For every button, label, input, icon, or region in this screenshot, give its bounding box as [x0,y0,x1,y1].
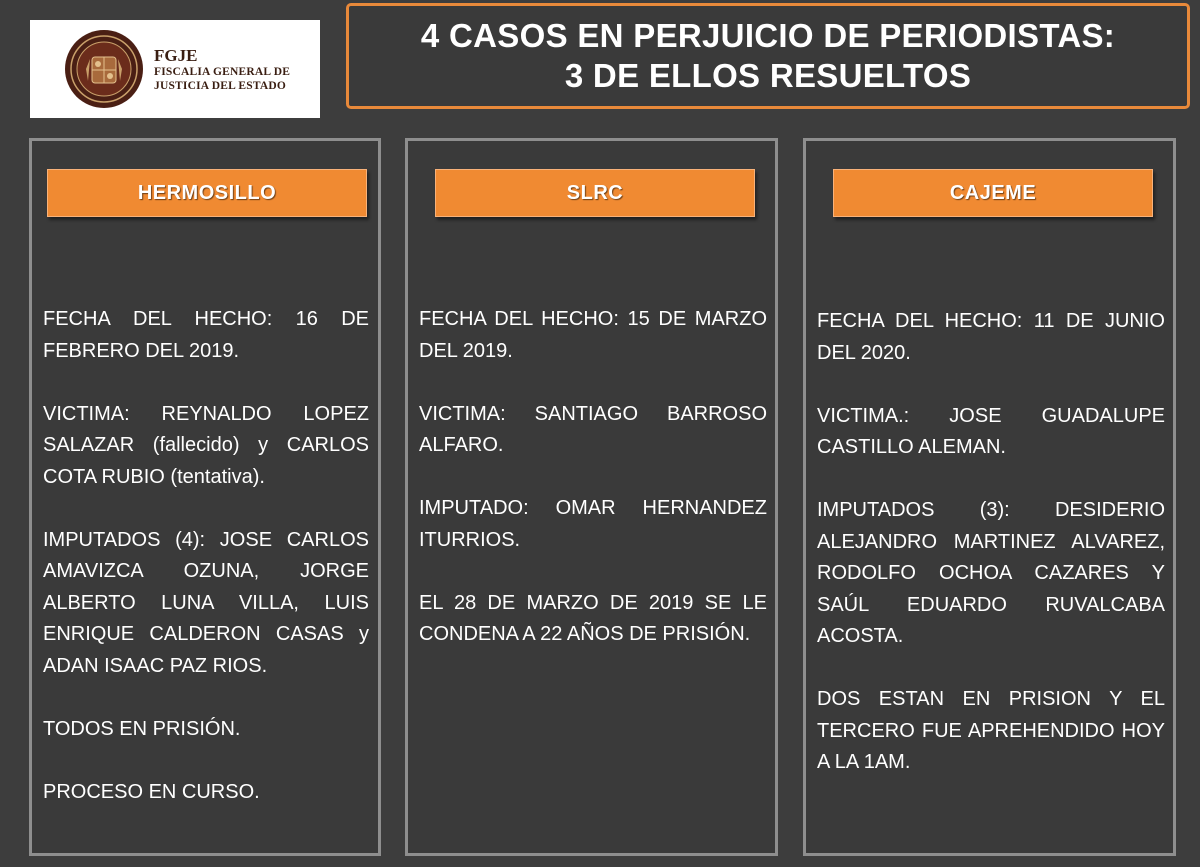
logo-acronym: FGJE [154,45,198,65]
case-sentence: EL 28 DE MARZO DE 2019 SE LE CONDENA A 22 AÑOS DE PRISIÓN. [419,591,767,645]
logo-line-1: FISCALIA GENERAL DE [154,65,291,78]
title-line-1: 4 CASOS EN PERJUICIO DE PERIODISTAS: [420,17,1116,54]
state-seal-icon [64,29,144,109]
case-panel-cajeme [803,138,1176,856]
case-accused: IMPUTADOS (4): JOSE CARLOS AMAVIZCA OZUNA, JORGE ALBERTO LUNA VILLA, LUIS ENRIQUE CALDERON CASAS y ADAN ISAAC PAZ RIOS. [43,528,369,677]
city-header: SLRC [435,169,755,217]
case-details [419,304,767,682]
case-victim: VICTIMA.: JOSE GUADALUPE CASTILLO ALEMAN. [817,404,1165,458]
case-date: FECHA DEL HECHO: 16 DE FEBRERO DEL 2019. [43,308,369,362]
case-details [817,306,1165,810]
case-date: FECHA DEL HECHO: 11 DE JUNIO DEL 2020. [817,310,1165,364]
title-line-2: 3 DE ELLOS RESUELTOS [564,57,972,94]
case-accused: IMPUTADO: OMAR HERNANDEZ ITURRIOS. [419,497,767,551]
fgje-logo [30,20,320,118]
case-process: PROCESO EN CURSO. [43,780,260,803]
case-victim: VICTIMA: SANTIAGO BARROSO ALFARO. [419,402,767,456]
city-header: CAJEME [833,169,1153,217]
case-status: TODOS EN PRISIÓN. [43,717,241,740]
case-date: FECHA DEL HECHO: 15 DE MARZO DEL 2019. [419,308,767,362]
city-header: HERMOSILLO [47,169,367,217]
case-status: DOS ESTAN EN PRISION Y EL TERCERO FUE APREHENDIDO HOY A LA 1AM. [817,688,1165,773]
title-banner [346,3,1190,109]
logo-line-2: JUSTICIA DEL ESTADO [154,79,287,92]
case-details [43,304,369,840]
case-victim: VICTIMA: REYNALDO LOPEZ SALAZAR (fallecido) y CARLOS COTA RUBIO (tentativa). [43,402,369,488]
case-panel-hermosillo [29,138,381,856]
case-panel-slrc [405,138,778,856]
case-accused: IMPUTADOS (3): DESIDERIO ALEJANDRO MARTINEZ ALVAREZ, RODOLFO OCHOA CAZARES Y SAÚL EDUARDO RUVALCABA ACOSTA. [817,499,1165,647]
